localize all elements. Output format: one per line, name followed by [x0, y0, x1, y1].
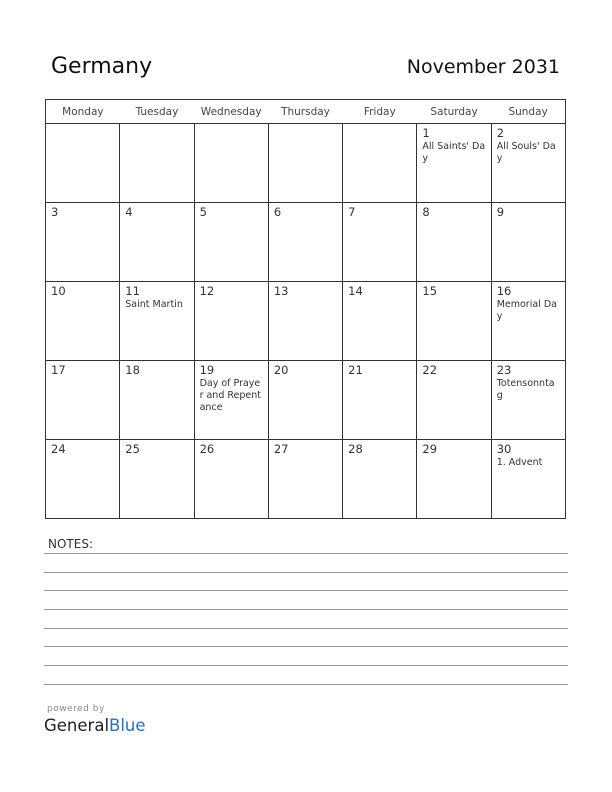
- week-row: [46, 361, 566, 440]
- brand-blue: Blue: [109, 716, 146, 735]
- week-row: [46, 440, 566, 519]
- day-number: 28: [348, 442, 363, 456]
- day-cell: [491, 124, 565, 203]
- generalblue-logo: [44, 716, 146, 735]
- week-row: [46, 124, 566, 203]
- note-line: [44, 609, 568, 610]
- day-number: 5: [199, 205, 207, 219]
- holiday-label: All Saints' Day: [422, 141, 486, 164]
- day-cell: [417, 124, 491, 203]
- day-number: 9: [496, 205, 505, 219]
- day-number: 26: [199, 442, 215, 456]
- day-cell: [491, 282, 565, 361]
- day-number: 7: [348, 205, 356, 219]
- holiday-label: Memorial Day: [496, 299, 557, 322]
- day-number: 12: [199, 284, 215, 298]
- weekday-friday: Friday: [343, 100, 417, 124]
- week-row: [46, 203, 566, 282]
- weekday-monday: Monday: [46, 100, 120, 124]
- holiday-label: Day of Prayer and Repentance: [199, 378, 262, 413]
- holiday-label: Saint Martin: [125, 299, 183, 310]
- brand-general: General: [44, 716, 110, 735]
- day-cell: [491, 361, 565, 440]
- note-line: [44, 684, 568, 685]
- day-number: 1: [422, 126, 430, 140]
- holiday-label: All Souls' Day: [496, 141, 556, 164]
- note-line: [44, 572, 568, 573]
- day-cell: [46, 440, 120, 519]
- day-number: 15: [422, 284, 438, 298]
- day-number: 16: [496, 284, 512, 298]
- day-number: 17: [51, 363, 66, 377]
- note-line: [44, 590, 568, 591]
- day-cell: [417, 203, 491, 282]
- day-cell: [343, 361, 417, 440]
- day-cell: [343, 440, 417, 519]
- day-number: 23: [496, 363, 512, 377]
- day-cell: [268, 203, 342, 282]
- day-number: 11: [125, 284, 140, 298]
- day-cell: [120, 440, 194, 519]
- day-number: 22: [422, 363, 438, 377]
- day-number: 10: [51, 284, 66, 298]
- powered-by-text: powered by: [47, 704, 105, 714]
- calendar-grid: [45, 99, 566, 519]
- day-number: 30: [496, 442, 512, 456]
- day-number: 21: [348, 363, 363, 377]
- holiday-label: 1. Advent: [496, 457, 543, 468]
- notes-label: NOTES:: [48, 537, 93, 551]
- day-cell: [268, 282, 342, 361]
- day-cell: [120, 124, 194, 203]
- note-line: [44, 646, 568, 647]
- day-cell: [194, 124, 268, 203]
- day-cell: [120, 282, 194, 361]
- month-year-title: November 2031: [406, 56, 560, 78]
- day-cell: [194, 203, 268, 282]
- day-cell: [417, 440, 491, 519]
- day-cell: [491, 203, 565, 282]
- day-cell: [268, 124, 342, 203]
- day-cell: [268, 361, 342, 440]
- day-number: 24: [51, 442, 66, 456]
- day-number: 27: [273, 442, 289, 456]
- day-number: 19: [199, 363, 215, 377]
- day-cell: [194, 361, 268, 440]
- day-number: 8: [422, 205, 430, 219]
- day-cell: [268, 440, 342, 519]
- day-cell: [46, 124, 120, 203]
- week-row: [46, 282, 566, 361]
- day-number: 14: [348, 284, 363, 298]
- weekday-wednesday: Wednesday: [194, 100, 268, 124]
- day-cell: [194, 282, 268, 361]
- day-cell: [343, 124, 417, 203]
- country-title: Germany: [51, 54, 153, 79]
- weekday-sunday: Sunday: [491, 100, 565, 124]
- note-line: [44, 553, 568, 554]
- day-number: 18: [125, 363, 140, 377]
- day-number: 2: [496, 126, 505, 140]
- day-cell: [343, 203, 417, 282]
- day-cell: [120, 361, 194, 440]
- day-cell: [194, 440, 268, 519]
- weekday-saturday: Saturday: [417, 100, 491, 124]
- day-cell: [417, 282, 491, 361]
- day-cell: [46, 203, 120, 282]
- day-cell: [343, 282, 417, 361]
- day-number: 25: [125, 442, 140, 456]
- note-line: [44, 628, 568, 629]
- day-number: 4: [125, 205, 133, 219]
- holiday-label: Totensonntag: [496, 378, 555, 401]
- day-number: 13: [273, 284, 289, 298]
- day-cell: [120, 203, 194, 282]
- day-number: 29: [422, 442, 438, 456]
- note-line: [44, 665, 568, 666]
- day-cell: [46, 282, 120, 361]
- day-cell: [417, 361, 491, 440]
- day-number: 3: [51, 205, 59, 219]
- weekday-tuesday: Tuesday: [120, 100, 194, 124]
- weekday-header-row: [46, 100, 566, 124]
- day-number: 6: [273, 205, 282, 219]
- day-number: 20: [273, 363, 289, 377]
- day-cell: [491, 440, 565, 519]
- day-cell: [46, 361, 120, 440]
- weekday-thursday: Thursday: [268, 100, 342, 124]
